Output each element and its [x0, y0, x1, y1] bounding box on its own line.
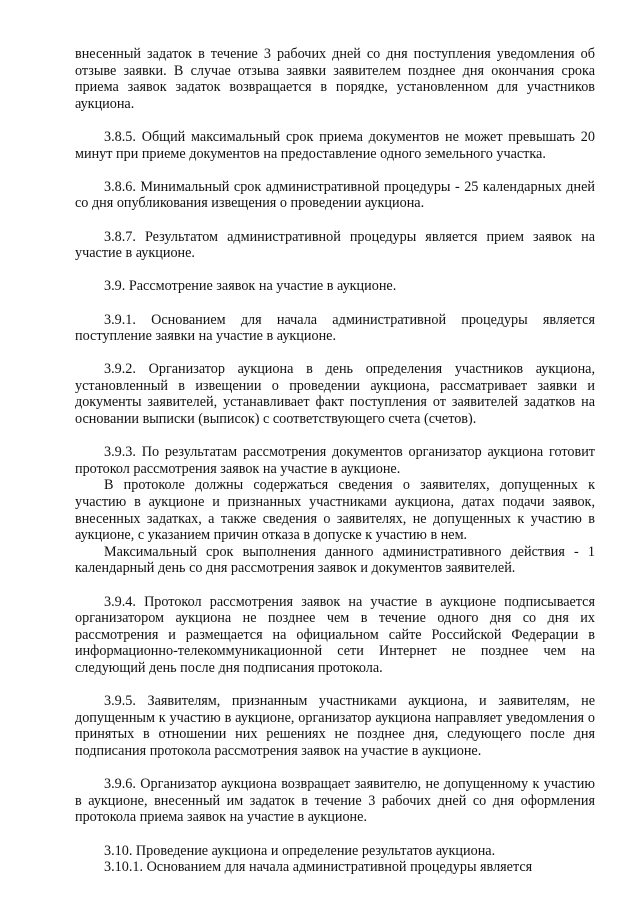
paragraph-max-duration: Максимальный срок выполнения данного административного действия - 1 календарный день со дня рассмотрения заявок и документов заявителей. — [75, 543, 595, 577]
paragraph-3-8-7: 3.8.7. Результатом административной процедуры является прием заявок на участие в аукционе. — [75, 228, 595, 262]
paragraph-3-8-5: 3.8.5. Общий максимальный срок приема документов не может превышать 20 минут при приеме документов на предоставление одного земельного участка. — [75, 128, 595, 162]
paragraph-3-9-6: 3.9.6. Организатор аукциона возвращает заявителю, не допущенному к участию в аукционе, внесенный им задаток в течение 3 рабочих дней со дня оформления протокола приема заявок на участие в аукционе. — [75, 776, 595, 826]
section-heading-3-9: 3.9. Рассмотрение заявок на участие в аукционе. — [104, 278, 397, 295]
paragraph-protocol-contents: В протоколе должны содержаться сведения о заявителях, допущенных к участию в аукционе и признанных участниками аукциона, датах подачи заявок, внесенных задатках, а также сведения о заявителях, не допущенных к участию в аукционе, с указанием причин отказа в допуске к участию в нем. — [75, 477, 595, 544]
paragraph-3-8-6: 3.8.6. Минимальный срок административной процедуры - 25 календарных дней со дня опубликования извещения о проведении аукциона. — [75, 178, 595, 212]
paragraph-3-9-5: 3.9.5. Заявителям, признанным участниками аукциона, и заявителям, не допущенным к участию в аукционе, организатор аукциона направляет уведомления о принятых в отношении них решениях не позднее дня, следующего после дня подписания протокола рассмотрения заявок на участие в аукционе. — [75, 693, 595, 759]
paragraph-deposit-return: внесенный задаток в течение 3 рабочих дней со дня поступления уведомления об отзыве заявки. В случае отзыва заявки заявителем позднее дня окончания срока приема заявок задаток возвращается в порядке, установленном для участников аукциона. — [75, 46, 595, 112]
paragraph-3-9-4: 3.9.4. Протокол рассмотрения заявок на участие в аукционе подписывается организатором аукциона не позднее чем в течение одного дня со дня их рассмотрения и размещается на официальном сайте Российской Федерации в информационно-телекоммуникационной сети Интернет не позднее чем на следующий день после дня подписания протокола. — [75, 593, 595, 676]
paragraph-3-9-3: 3.9.3. По результатам рассмотрения документов организатор аукциона готовит протокол рассмотрения заявок на участие в аукционе. — [75, 444, 595, 477]
paragraph-3-9-1: 3.9.1. Основанием для начала административной процедуры является поступление заявки на участие в аукционе. — [75, 311, 595, 345]
section-heading-3-10: 3.10. Проведение аукциона и определение результатов аукциона. — [104, 842, 496, 859]
paragraph-3-10-1: 3.10.1. Основанием для начала административной процедуры является — [104, 859, 533, 876]
document-page — [75, 46, 595, 876]
paragraph-3-9-2: 3.9.2. Организатор аукциона в день определения участников аукциона, установленный в извещении о проведении аукциона, рассматривает заявки и документы заявителей, устанавливает факт поступления от заявителей задатков на основании выписки (выписок) с соответствующего счета (счетов). — [75, 361, 595, 428]
